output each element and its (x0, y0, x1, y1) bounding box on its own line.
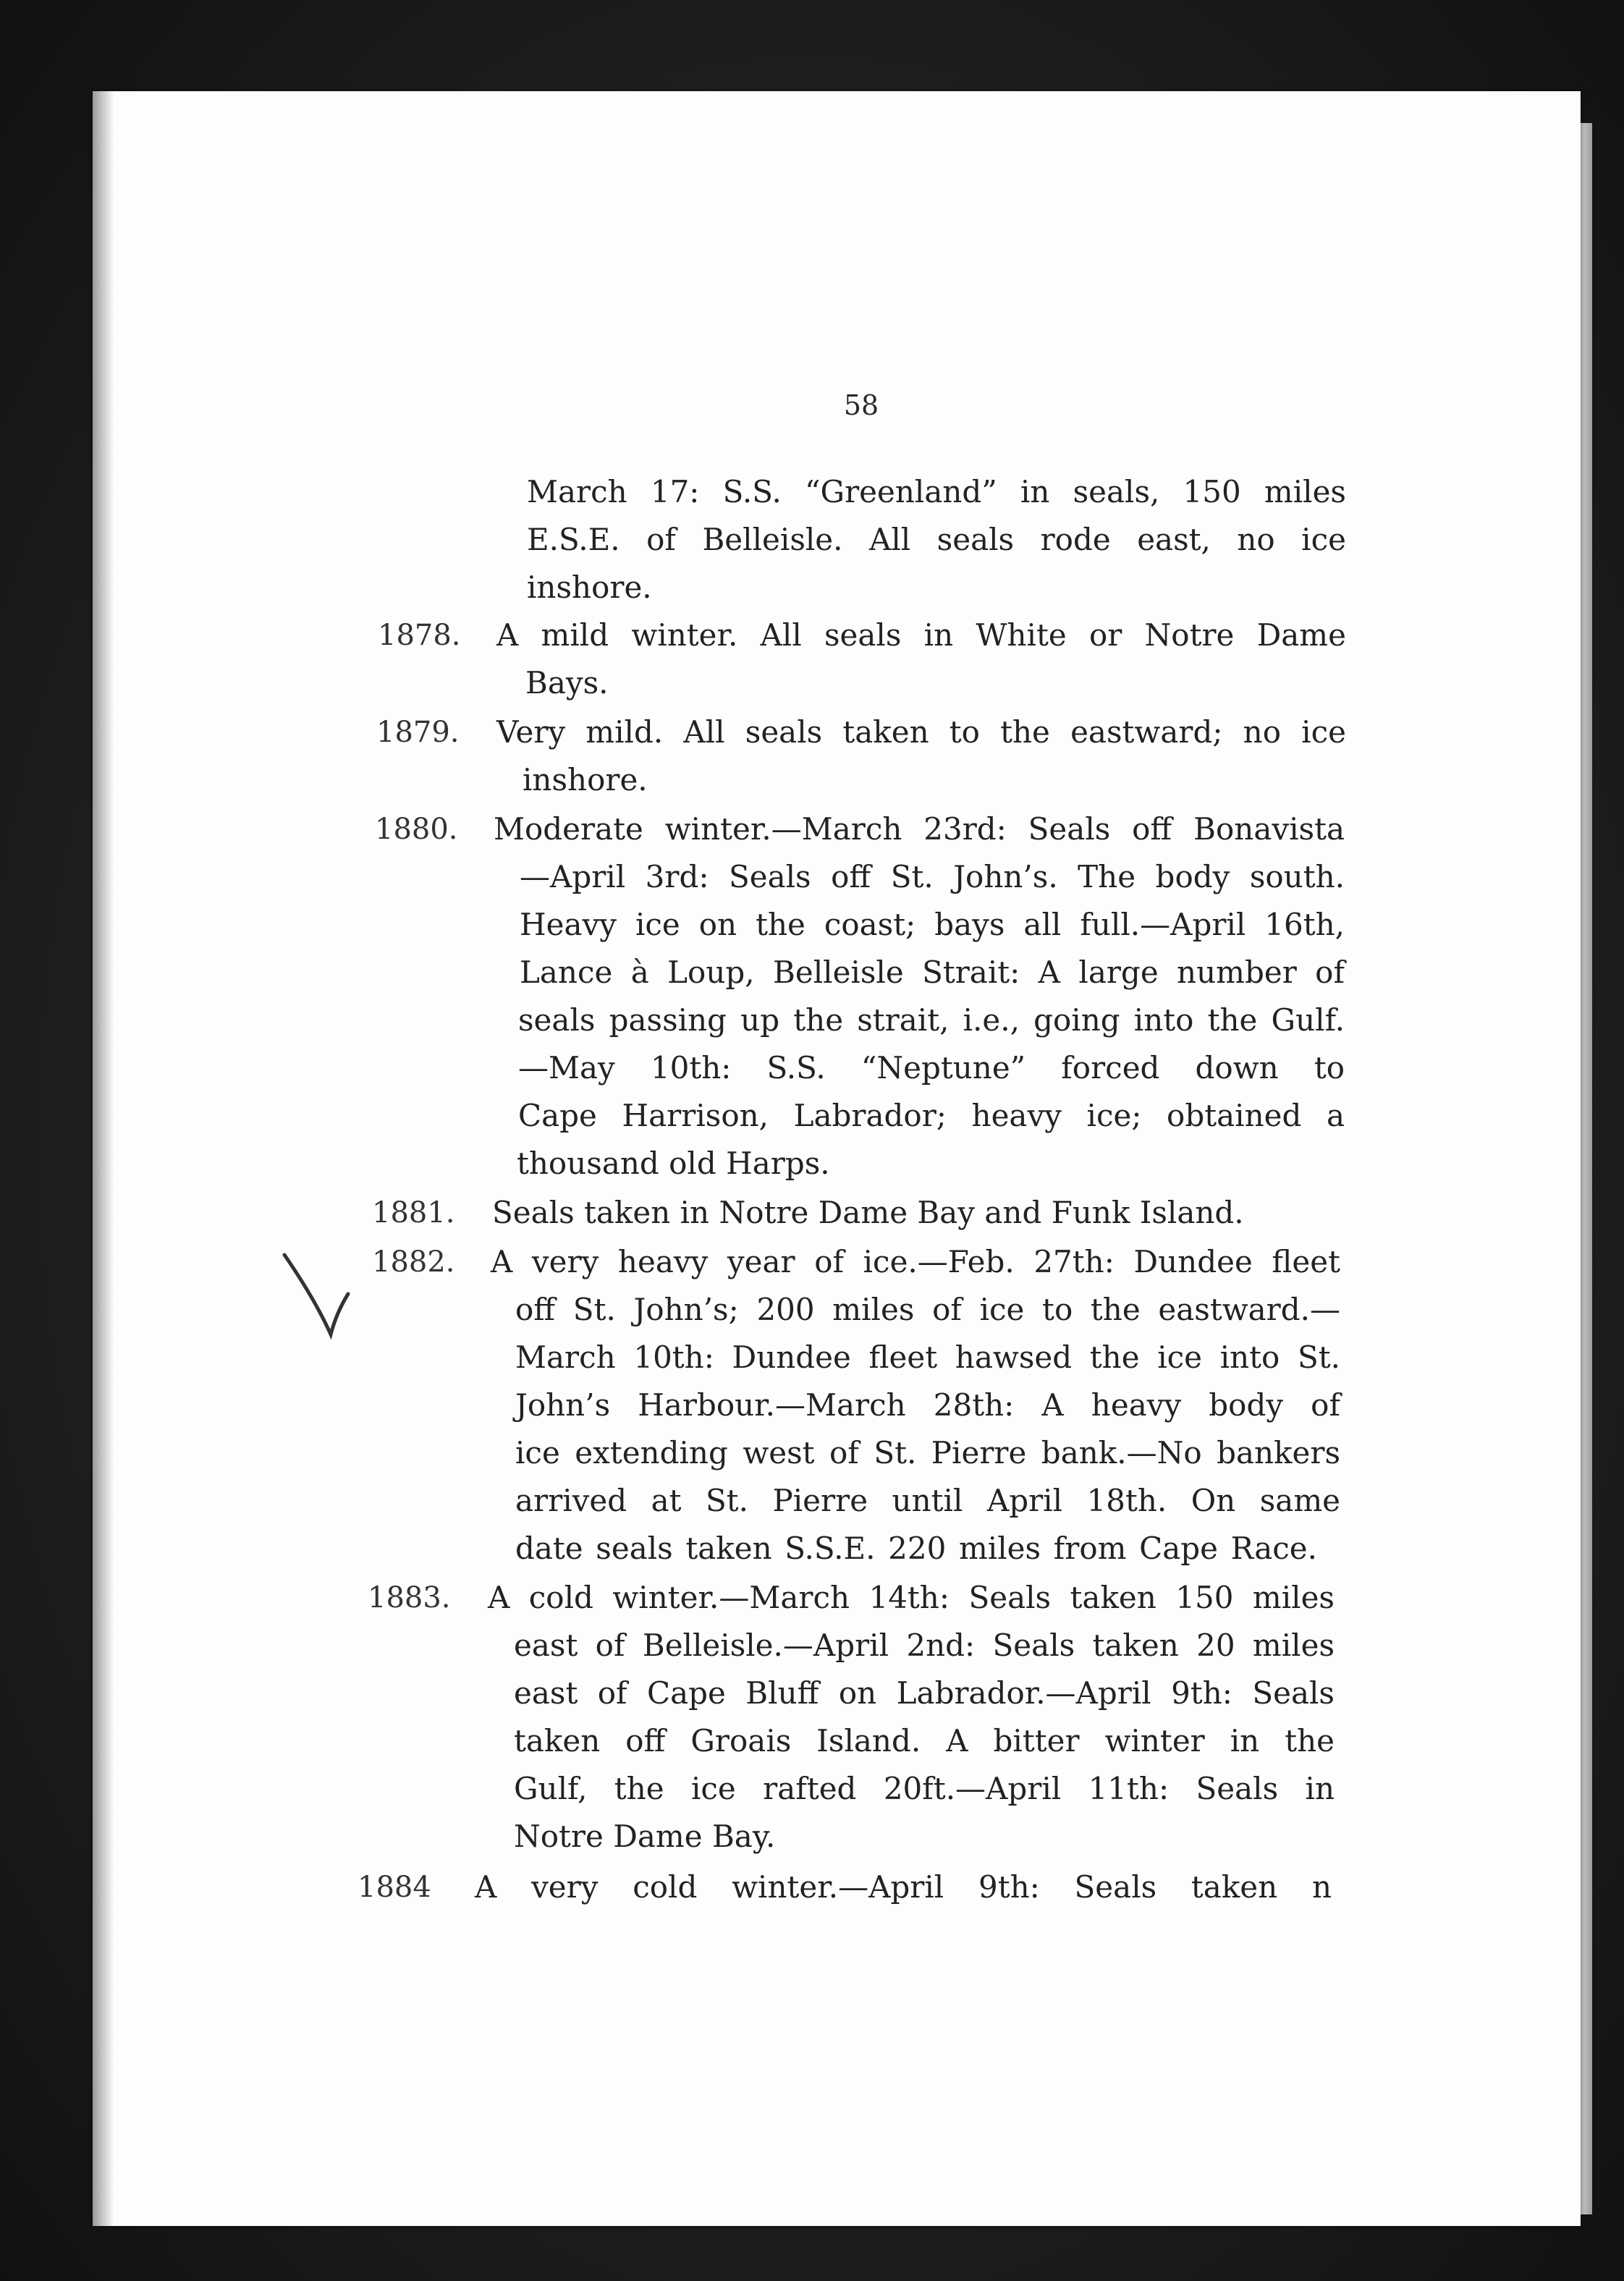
entry-year: 1879. (376, 716, 460, 749)
text-line: thousand old Harps. (517, 1146, 830, 1181)
text-line: Very mild. All seals taken to the eastward; no ice (496, 714, 1346, 750)
text-line: Cape Harrison, Labrador; heavy ice; obtained a (518, 1098, 1345, 1133)
text-line: east of Cape Bluff on Labrador.—April 9th: Seals (514, 1675, 1335, 1711)
text-line: inshore. (527, 570, 652, 605)
text-line: Heavy ice on the coast; bays all full.—April 16th, (520, 907, 1345, 942)
text-line: off St. John’s; 200 miles of ice to the eastward.— (515, 1292, 1340, 1327)
text-line: east of Belleisle.—April 2nd: Seals taken 20 miles (514, 1628, 1335, 1663)
text-line: ice extending west of St. Pierre bank.—No bankers (515, 1435, 1340, 1470)
text-line: March 10th: Dundee fleet hawsed the ice into St. (515, 1340, 1340, 1375)
text-line: A very cold winter.—April 9th: Seals taken n (475, 1869, 1332, 1905)
text-line: taken off Groais Island. A bitter winter in the (514, 1723, 1335, 1759)
text-line: A very heavy year of ice.—Feb. 27th: Dundee fleet (491, 1244, 1340, 1279)
text-line: Seals taken in Notre Dame Bay and Funk Island. (492, 1195, 1244, 1230)
text-line: March 17: S.S. “Greenland” in seals, 150 miles (527, 474, 1346, 509)
entry-year: 1882. (372, 1245, 455, 1279)
text-line: A cold winter.—March 14th: Seals taken 150 miles (488, 1580, 1335, 1615)
text-line: —May 10th: S.S. “Neptune” forced down to (518, 1050, 1345, 1086)
text-line: Notre Dame Bay. (514, 1819, 776, 1854)
text-line: Lance à Loup, Belleisle Strait: A large number of (520, 955, 1345, 990)
text-line: Bays. (525, 665, 609, 701)
page-number: 58 (843, 389, 879, 421)
entry-year: 1883. (368, 1581, 451, 1615)
text-line: Gulf, the ice rafted 20ft.—April 11th: Seals in (514, 1771, 1335, 1806)
text-line: seals passing up the strait, i.e., going into the Gulf. (518, 1002, 1345, 1038)
text-line: John’s Harbour.—March 28th: A heavy body of (515, 1387, 1340, 1423)
text-line: Moderate winter.—March 23rd: Seals off Bonavista (494, 811, 1345, 847)
entry-year: 1880. (375, 813, 458, 846)
text-line: E.S.E. of Belleisle. All seals rode east, no ice (527, 522, 1346, 557)
text-line: inshore. (523, 762, 648, 797)
text-line: date seals taken S.S.E. 220 miles from Cape Race. (515, 1531, 1317, 1566)
entry-year: 1884 (358, 1871, 431, 1904)
handwritten-check-mark (279, 1249, 365, 1343)
entry-year: 1878. (378, 619, 461, 652)
entry-year: 1881. (372, 1196, 455, 1230)
text-line: —April 3rd: Seals off St. John’s. The body south. (520, 859, 1345, 894)
text-line: A mild winter. All seals in White or Notre Dame (496, 617, 1346, 653)
text-line: arrived at St. Pierre until April 18th. On same (515, 1483, 1340, 1518)
